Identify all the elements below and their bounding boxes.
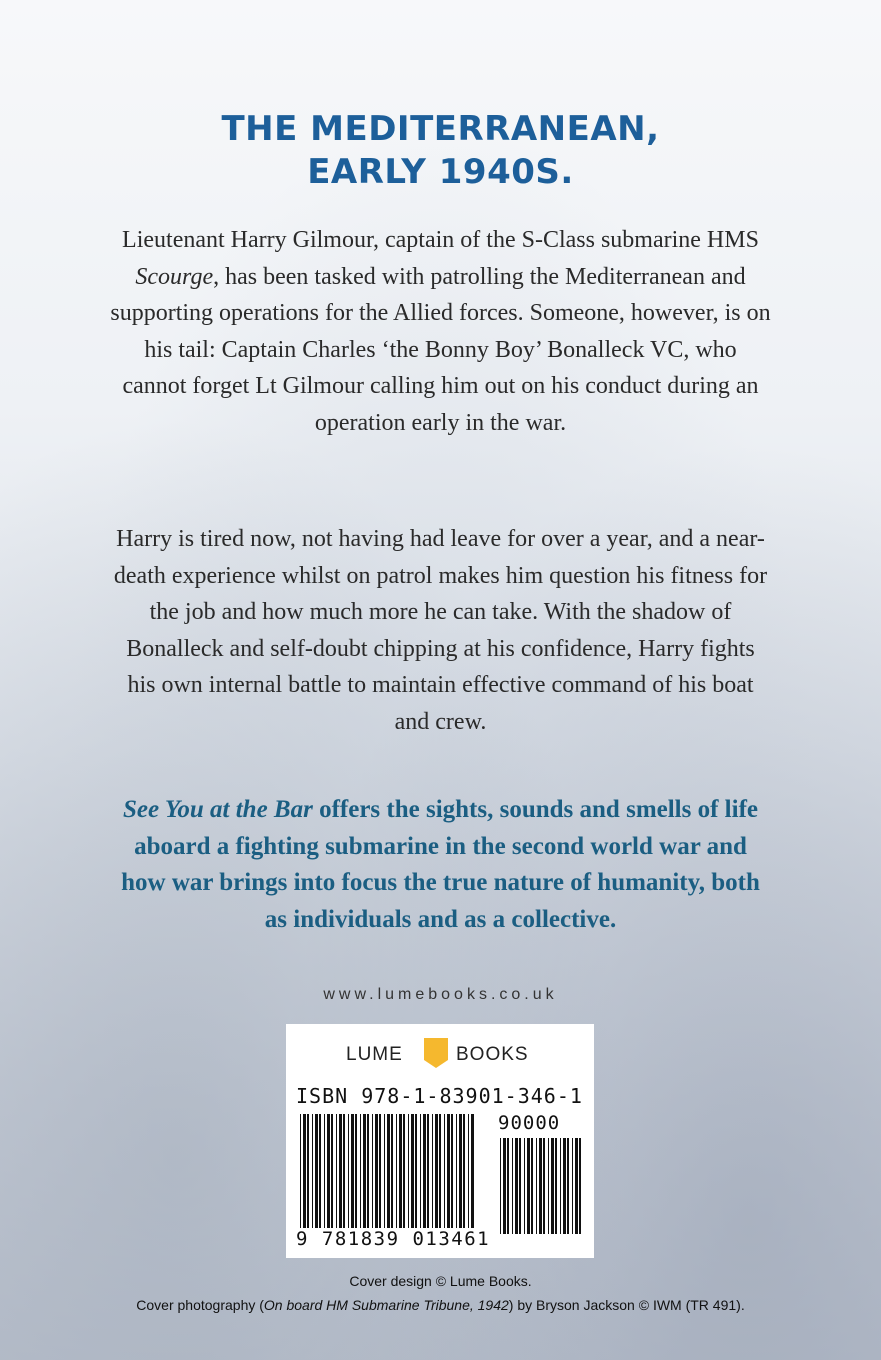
heading: [0, 108, 881, 194]
barcode-panel: [286, 1024, 594, 1258]
price-addon-number: 90000: [498, 1112, 561, 1134]
barcode-bar: [411, 1114, 414, 1228]
barcode-bar: [567, 1138, 569, 1234]
photo-credit-pre: Cover photography (: [136, 1297, 264, 1313]
barcode-bar: [555, 1138, 557, 1234]
barcode-bar: [531, 1138, 533, 1234]
barcode-bar: [403, 1114, 405, 1228]
barcode-bar: [575, 1138, 578, 1234]
barcode-bar: [471, 1114, 474, 1228]
barcode-bar: [372, 1114, 373, 1228]
barcode-icon: [286, 1024, 594, 1258]
barcode-bar: [500, 1138, 501, 1234]
barcode-bar: [351, 1114, 354, 1228]
barcode-bar: [444, 1114, 445, 1228]
ship-name: Scourge: [135, 263, 214, 290]
barcode-bar: [319, 1114, 321, 1228]
barcode-bar: [315, 1114, 318, 1228]
logo-word-lume: LUME: [346, 1044, 403, 1065]
barcode-bar: [312, 1114, 313, 1228]
barcode-bar: [572, 1138, 573, 1234]
barcode-bar: [439, 1114, 441, 1228]
barcode-bar: [447, 1114, 450, 1228]
cover-design-credit: Cover design © Lume Books.: [349, 1273, 532, 1289]
synopsis-text-1a: Lieutenant Harry Gilmour, captain of the S-Class submarine HMS: [122, 227, 759, 253]
barcode-bar: [307, 1114, 309, 1228]
barcode-bar: [331, 1114, 333, 1228]
barcode-bar: [375, 1114, 378, 1228]
blurb-text: offers the sights, sounds and smells of life aboard a fighting submarine in the second world war and how war brings into focus the true nature of humanity, both as individuals and as a collective.: [121, 796, 760, 933]
barcode-bar: [391, 1114, 393, 1228]
barcode-bar: [363, 1114, 366, 1228]
barcode-bar: [551, 1138, 554, 1234]
barcode-bar: [415, 1114, 417, 1228]
barcode-bar: [536, 1138, 537, 1234]
synopsis-text-1b: , has been tasked with patrolling the Mediterranean and supporting operations for the Allied forces. Someone, however, is on his tail: Captain Charles ‘the Bonny Boy’ Bonalleck VC, who cannot forget Lt Gilmour calling him out on his conduct during an operation early in the war.: [110, 263, 771, 436]
barcode-bar: [579, 1138, 581, 1234]
barcode-bar: [387, 1114, 390, 1228]
blurb-paragraph: [120, 792, 761, 938]
barcode-bar: [507, 1138, 509, 1234]
barcode-bar: [327, 1114, 330, 1228]
book-title: See You at the Bar: [122, 796, 313, 823]
barcode-bar: [379, 1114, 381, 1228]
barcode-bar: [519, 1138, 521, 1234]
barcode-bar: [548, 1138, 549, 1234]
barcode-bar: [451, 1114, 453, 1228]
barcode-bar: [360, 1114, 361, 1228]
synopsis-paragraph-1: [110, 222, 771, 442]
logo-word-books: BOOKS: [456, 1044, 529, 1065]
publisher-website[interactable]: www.lumebooks.co.uk: [323, 986, 558, 1003]
isbn-number: ISBN 978-1-83901-346-1: [296, 1084, 583, 1108]
barcode-bar: [543, 1138, 545, 1234]
barcode-bar: [524, 1138, 525, 1234]
barcode-bar: [527, 1138, 530, 1234]
barcode-bar: [427, 1114, 429, 1228]
cover-photo-credit: [0, 1297, 881, 1313]
heading-line-2: EARLY 1940S.: [307, 152, 574, 192]
barcode-bar: [384, 1114, 385, 1228]
barcode-bar: [324, 1114, 325, 1228]
barcode-bar: [503, 1138, 506, 1234]
barcode-digits: 9 781839 013461: [296, 1228, 491, 1250]
barcode-bar: [408, 1114, 409, 1228]
barcode-bar: [512, 1138, 513, 1234]
barcode-bar: [435, 1114, 438, 1228]
barcode-bar: [343, 1114, 345, 1228]
barcode-bar: [463, 1114, 465, 1228]
barcode-bar: [515, 1138, 518, 1234]
barcode-bar: [339, 1114, 342, 1228]
barcode-bar: [560, 1138, 561, 1234]
heading-line-1: THE MEDITERRANEAN,: [221, 109, 660, 149]
barcode-bar: [396, 1114, 397, 1228]
barcode-bar: [355, 1114, 357, 1228]
photo-credit-caption: On board HM Submarine Tribune, 1942: [263, 1297, 509, 1313]
barcode-bar: [432, 1114, 433, 1228]
barcode-bar: [367, 1114, 369, 1228]
barcode-bar: [423, 1114, 426, 1228]
barcode-bar: [539, 1138, 542, 1234]
barcode-bar: [468, 1114, 469, 1228]
barcode-bar: [420, 1114, 421, 1228]
synopsis-paragraph-2: Harry is tired now, not having had leave for over a year, and a near-death experience whilst on patrol makes him question his fitness for the job and how much more he can take. With the shadow of Bonalleck and self-doubt chipping at his confidence, Harry fights his own internal battle to maintain effective command of his boat and crew.: [113, 526, 768, 735]
photo-credit-post: ) by Bryson Jackson © IWM (TR 491).: [508, 1297, 745, 1313]
barcode-bar: [336, 1114, 337, 1228]
barcode-bar: [399, 1114, 402, 1228]
barcode-bar: [348, 1114, 349, 1228]
barcode-bar: [456, 1114, 457, 1228]
barcode-bar: [563, 1138, 566, 1234]
barcode-bar: [459, 1114, 462, 1228]
barcode-bar: [300, 1114, 301, 1228]
barcode-bar: [303, 1114, 306, 1228]
